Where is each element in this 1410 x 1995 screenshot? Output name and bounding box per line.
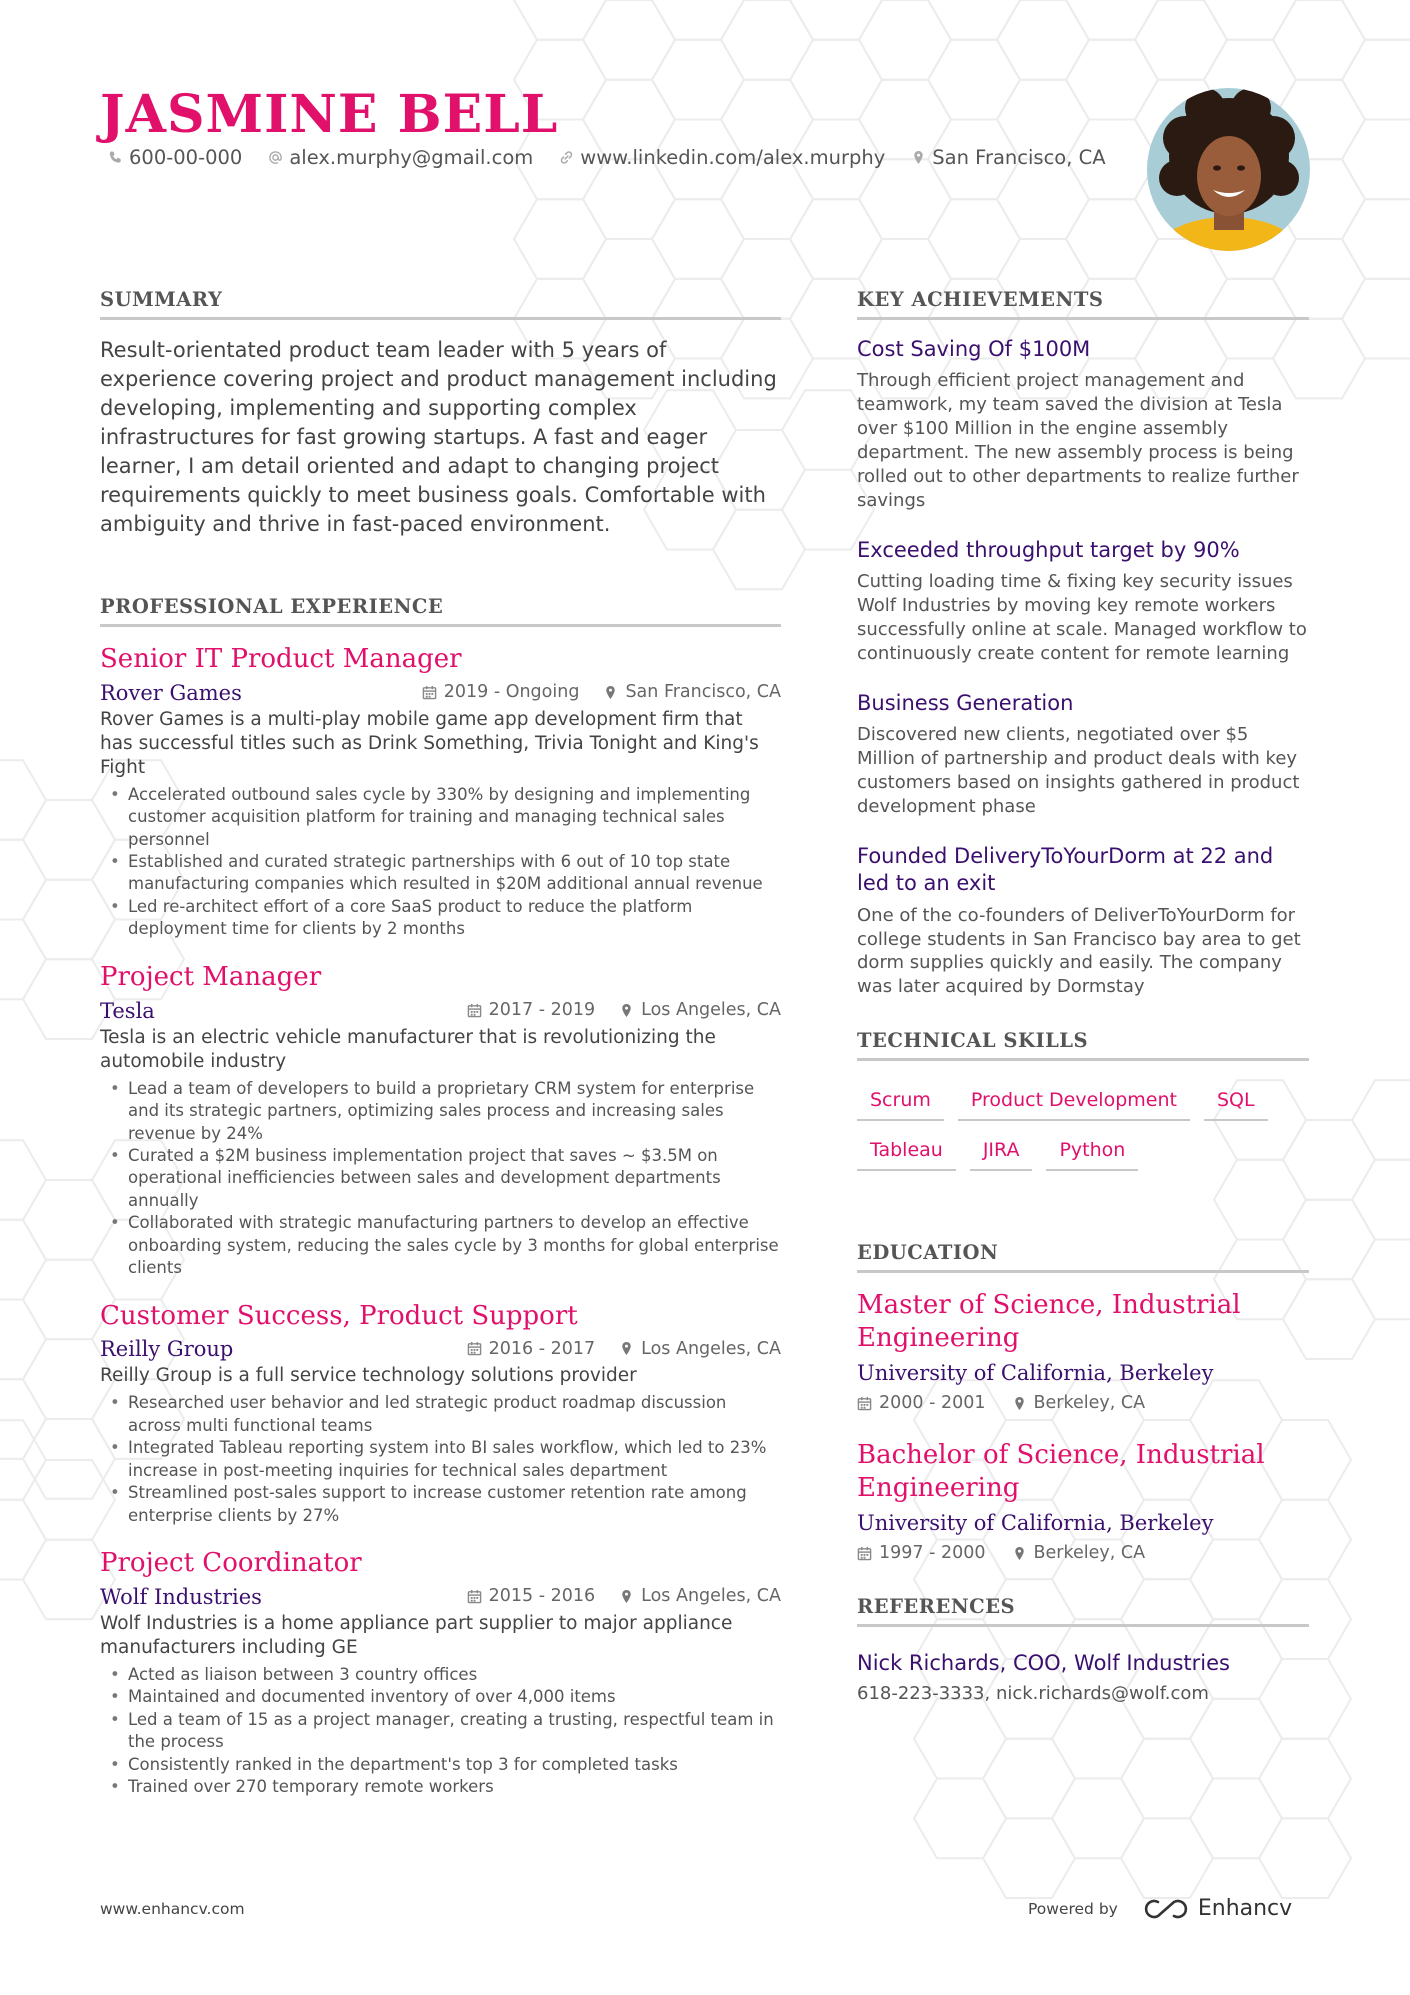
linkedin-text: www.linkedin.com/alex.murphy <box>580 146 886 169</box>
references-heading: REFERENCES <box>857 1595 1309 1627</box>
job-meta <box>100 681 781 705</box>
job-bullet: • Established and curated strategic partnerships with 6 out of 10 top state manufacturing companies which resulted in $20M additional annual revenue <box>100 851 781 896</box>
linkedin-contact[interactable] <box>559 146 885 169</box>
calendar-icon <box>467 1003 482 1018</box>
email-text: alex.murphy@gmail.com <box>289 146 534 169</box>
job-description: Tesla is an electric vehicle manufacturer that is revolutionizing the automobile industry <box>100 1026 716 1072</box>
job-bullet: • Acted as liaison between 3 country offices <box>100 1664 781 1686</box>
achievement-description: One of the co-founders of DeliverToYourDorm for college students in San Francisco bay area to get dorm supplies quickly and easily. The company was later acquired by Dormstay <box>857 904 1301 998</box>
skills-list <box>857 1089 1309 1171</box>
achievements-section <box>857 288 1309 999</box>
achievement-title: Founded DeliveryToYourDorm at 22 and led to an exit <box>857 844 1274 896</box>
location-text: San Francisco, CA <box>932 146 1106 169</box>
education-location-text: Berkeley, CA <box>1033 1393 1146 1414</box>
references-section <box>857 1595 1309 1704</box>
skill-tag: Python <box>1046 1139 1138 1171</box>
job-bullet: • Consistently ranked in the department's top 3 for completed tasks <box>100 1754 781 1776</box>
phone-icon <box>108 150 123 165</box>
skills-heading: TECHNICAL SKILLS <box>857 1029 1309 1061</box>
contact-bar <box>108 146 1106 169</box>
company-name: Rover Games <box>100 680 242 705</box>
job-dates-text: 2016 - 2017 <box>488 1338 596 1359</box>
job-meta-right <box>467 1339 781 1359</box>
calendar-icon <box>467 1341 482 1356</box>
company-name: Reilly Group <box>100 1337 234 1362</box>
job-bullet: • Maintained and documented inventory of over 4,000 items <box>100 1686 781 1708</box>
job-description: Wolf Industries is a home appliance part supplier to major appliance manufacturers including GE <box>100 1612 733 1658</box>
job-meta-right <box>467 1586 781 1606</box>
job-meta <box>100 999 781 1023</box>
job-title: Customer Success, Product Support <box>100 1300 578 1331</box>
skill-tag: Scrum <box>857 1089 944 1121</box>
skill-tag: Product Development <box>958 1089 1190 1121</box>
achievement-title: Business Generation <box>857 690 1074 715</box>
achievement-title: Cost Saving Of $100M <box>857 337 1091 361</box>
powered-by-text: Powered by <box>1028 1899 1118 1918</box>
education-location <box>1012 1393 1146 1413</box>
job-bullets <box>100 784 781 941</box>
link-icon <box>559 150 574 165</box>
job-meta-right <box>422 682 781 702</box>
job-description: Reilly Group is a full service technology solutions provider <box>100 1365 637 1387</box>
achievement-description: Through efficient project management and teamwork, my team saved the division at Tesla over $100 Million in the engine assembly department. The new assembly process is being rolled out to other departments to realize further savings <box>857 370 1299 511</box>
job-meta <box>100 1337 781 1361</box>
skill-tag: SQL <box>1204 1089 1268 1121</box>
degree-title: Bachelor of Science, Industrial Engineering <box>857 1440 1265 1504</box>
achievement-title: Exceeded throughput target by 90% <box>857 537 1240 562</box>
experience-section <box>100 595 781 1799</box>
job-meta-right <box>467 1000 781 1020</box>
job-bullet: • Accelerated outbound sales cycle by 330% by designing and implementing customer acquisition platform for training and managing technical sales personnel <box>100 784 781 851</box>
calendar-icon <box>422 685 437 700</box>
left-column <box>100 288 781 1819</box>
calendar-icon <box>467 1589 482 1604</box>
job-bullet: • Researched user behavior and led strategic product roadmap discussion across multi functional teams <box>100 1392 781 1437</box>
school-name: University of California, Berkeley <box>857 1361 1214 1386</box>
education-list <box>857 1289 1309 1563</box>
job-location-text: Los Angeles, CA <box>641 1586 781 1607</box>
skill-tag: Tableau <box>857 1139 956 1171</box>
education-dates <box>857 1543 986 1563</box>
education-entry <box>857 1439 1309 1563</box>
education-dates-text: 1997 - 2000 <box>879 1543 986 1564</box>
job-location <box>619 1339 781 1359</box>
summary-heading: SUMMARY <box>100 288 781 320</box>
job-bullets <box>100 1392 781 1527</box>
education-dates-text: 2000 - 2001 <box>879 1393 986 1414</box>
job-description: Rover Games is a multi-play mobile game app development firm that has successful titles such as Drink Something, Trivia Tonight and King's Fight <box>100 708 759 778</box>
job-meta <box>100 1585 781 1609</box>
reference-name: Nick Richards, COO, Wolf Industries <box>857 1651 1230 1676</box>
experience-entry <box>100 1547 781 1799</box>
experience-entry <box>100 643 781 941</box>
job-dates <box>467 1339 596 1359</box>
job-dates-text: 2015 - 2016 <box>488 1586 596 1607</box>
company-name: Tesla <box>100 998 155 1023</box>
job-bullets <box>100 1664 781 1799</box>
education-heading: EDUCATION <box>857 1241 1309 1273</box>
enhancv-logo[interactable] <box>1144 1896 1292 1921</box>
job-title: Senior IT Product Manager <box>100 643 462 674</box>
achievement-entry <box>857 336 1309 513</box>
skill-tag: JIRA <box>970 1139 1033 1171</box>
job-bullets <box>100 1078 781 1280</box>
job-location-text: Los Angeles, CA <box>641 1338 781 1359</box>
location-pin-icon <box>911 150 926 165</box>
education-meta <box>857 1393 1309 1413</box>
achievement-entry <box>857 690 1309 819</box>
phone-text: 600-00-000 <box>129 146 243 169</box>
job-location <box>619 1000 781 1020</box>
job-title: Project Manager <box>100 961 322 992</box>
profile-photo <box>1147 88 1310 251</box>
email-contact[interactable] <box>268 146 533 169</box>
job-location <box>619 1586 781 1606</box>
job-location <box>603 682 781 702</box>
footer-website[interactable]: www.enhancv.com <box>100 1900 245 1918</box>
education-location <box>1012 1543 1146 1563</box>
achievements-heading: KEY ACHIEVEMENTS <box>857 288 1309 320</box>
at-sign-icon <box>268 150 283 165</box>
candidate-name: JASMINE BELL <box>100 84 559 145</box>
job-dates <box>422 682 580 702</box>
achievement-description: Cutting loading time & fixing key security issues Wolf Industries by moving key remote workers successfully online at scale. Managed workflow to continuously create content for remote learning <box>857 571 1307 665</box>
job-bullet: • Integrated Tableau reporting system into BI sales workflow, which led to 23% increase in post-meeting inquiries for technical sales department <box>100 1437 781 1482</box>
company-name: Wolf Industries <box>100 1584 262 1609</box>
job-bullet: • Trained over 270 temporary remote workers <box>100 1776 781 1798</box>
achievement-entry <box>857 537 1309 666</box>
job-dates-text: 2017 - 2019 <box>488 1000 596 1021</box>
degree-title: Master of Science, Industrial Engineering <box>857 1290 1241 1354</box>
location-contact <box>911 146 1105 169</box>
profile-portrait-illustration <box>1147 88 1310 251</box>
footer-brand <box>1028 1896 1292 1921</box>
location-pin-icon <box>619 1003 634 1018</box>
education-location-text: Berkeley, CA <box>1033 1543 1146 1564</box>
job-bullet: • Streamlined post-sales support to increase customer retention rate among enterprise clients by 27% <box>100 1482 781 1527</box>
location-pin-icon <box>603 685 618 700</box>
achievements-list <box>857 336 1309 999</box>
job-location-text: Los Angeles, CA <box>641 1000 781 1021</box>
location-pin-icon <box>619 1341 634 1356</box>
job-bullet: • Led re-architect effort of a core SaaS product to reduce the platform deployment time for clients by 2 months <box>100 896 781 941</box>
location-pin-icon <box>619 1589 634 1604</box>
school-name: University of California, Berkeley <box>857 1511 1214 1536</box>
experience-list <box>100 643 781 1799</box>
calendar-icon <box>857 1546 872 1561</box>
skills-section <box>857 1029 1309 1171</box>
job-bullet: • Collaborated with strategic manufacturing partners to develop an effective onboarding system, reducing the sales cycle by 3 months for global enterprise clients <box>100 1212 781 1279</box>
job-bullet: • Curated a $2M business implementation project that saves ~ $3.5M on operational inefficiencies between sales and development departments annually <box>100 1145 781 1212</box>
education-dates <box>857 1393 986 1413</box>
enhancv-logo-icon <box>1144 1898 1190 1920</box>
enhancv-logo-text: Enhancv <box>1197 1896 1293 1921</box>
experience-entry <box>100 961 781 1280</box>
job-dates <box>467 1000 596 1020</box>
education-section <box>857 1241 1309 1563</box>
job-bullet: • Led a team of 15 as a project manager, creating a trusting, respectful team in the process <box>100 1709 781 1754</box>
job-dates-text: 2019 - Ongoing <box>443 682 580 703</box>
calendar-icon <box>857 1396 872 1411</box>
right-column <box>857 288 1309 1704</box>
education-entry <box>857 1289 1309 1413</box>
reference-contact: 618-223-3333, nick.richards@wolf.com <box>857 1683 1209 1705</box>
location-pin-icon <box>1012 1396 1027 1411</box>
job-location-text: San Francisco, CA <box>625 682 781 703</box>
phone-contact <box>108 146 242 169</box>
achievement-description: Discovered new clients, negotiated over $5 Million of partnership and product deals with key customers based on insights gathered in product development phase <box>857 724 1300 818</box>
location-pin-icon <box>1012 1546 1027 1561</box>
summary-section <box>100 288 781 539</box>
experience-entry <box>100 1300 781 1527</box>
job-dates <box>467 1586 596 1606</box>
achievement-entry <box>857 843 1309 999</box>
job-bullet: • Lead a team of developers to build a proprietary CRM system for enterprise and its strategic partners, optimizing sales process and increasing sales revenue by 24% <box>100 1078 781 1145</box>
experience-heading: PROFESSIONAL EXPERIENCE <box>100 595 781 627</box>
education-meta <box>857 1543 1309 1563</box>
job-title: Project Coordinator <box>100 1548 362 1579</box>
summary-text: Result-orientated product team leader with 5 years of experience covering project and product management including developing, implementing and supporting complex infrastructures for fast growing startups. A fast and eager learner, I am detail oriented and adapt to changing project requirements quickly to meet business goals. Comfortable with ambiguity and thrive in fast-paced environment. <box>100 338 777 536</box>
